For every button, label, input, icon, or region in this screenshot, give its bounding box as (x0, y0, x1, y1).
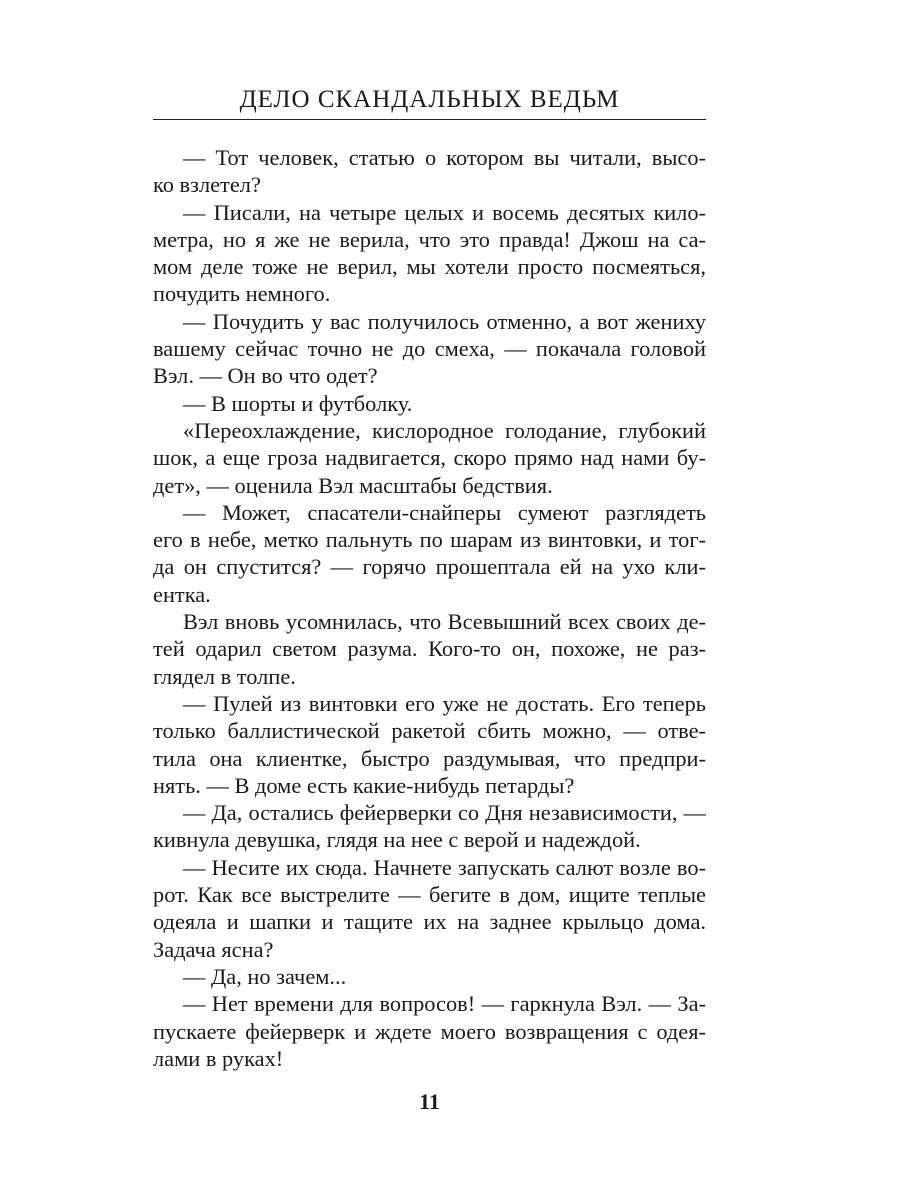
text-line: вашему сейчас точно не до смеха, — покачала головой (153, 336, 706, 362)
page-number: 11 (419, 1089, 440, 1114)
text-line: — Несите их сюда. Начнете запускать салют возле во- (183, 854, 706, 880)
text-line: — Писали, на четыре целых и восемь десятых кило- (183, 199, 706, 225)
text-line: — Да, остались фейерверки со Дня независимости, — (183, 800, 706, 826)
text-line: ентка. (153, 581, 211, 607)
text-line: дет», — оценила Вэл масштабы бедствия. (153, 472, 553, 498)
text-line: — Пулей из винтовки его уже не достать. Его теперь (183, 690, 706, 716)
text-line: Вэл. — Он во что одет? (153, 363, 378, 389)
text-line: нять. — В доме есть какие-нибудь петарды? (153, 772, 575, 798)
text-line: — Да, но зачем... (183, 963, 347, 989)
text-line: метра, но я же не верила, что это правда! Джош на са- (153, 226, 706, 252)
text-line: — В шорты и футболку. (183, 390, 413, 416)
text-line: тей одарил светом разума. Кого-то он, похоже, не раз- (153, 636, 706, 662)
text-line: ко взлетел? (153, 172, 261, 198)
text-line: рот. Как все выстрелите — бегите в дом, ищите теплые (153, 882, 706, 908)
text-line: Вэл вновь усомнилась, что Всевышний всех своих де- (183, 609, 706, 635)
text-line: мом деле тоже не верил, мы хотели просто посмеяться, (153, 254, 706, 280)
text-line: — Почудить у вас получилось отменно, а вот жениху (183, 308, 706, 334)
text-line: — Тот человек, статью о котором вы читали, высо- (183, 145, 706, 170)
text-line: тила она клиентке, быстро раздумывая, что предпри- (153, 745, 706, 771)
text-line: глядел в толпе. (153, 663, 296, 689)
text-line: да он спустится? — горячо прошептала ей на ухо кли- (153, 554, 706, 580)
body-text (153, 144, 706, 1072)
text-line: кивнула девушка, глядя на нее с верой и надеждой. (153, 827, 641, 853)
text-line: его в небе, метко пальнуть по шарам из винтовки, и тог- (153, 527, 706, 553)
text-line: только баллистической ракетой сбить можно, — отве- (153, 718, 706, 744)
text-line: пускаете фейерверк и ждете моего возвращения с одея- (153, 1018, 706, 1044)
text-line: — Нет времени для вопросов! — гаркнула Вэл. — За- (183, 991, 706, 1017)
text-line: одеяла и шапки и тащите их на заднее крыльцо дома. (153, 909, 706, 935)
text-line: лами в руках! (153, 1045, 284, 1071)
running-head-title: ДЕЛО СКАНДАЛЬНЫХ ВЕДЬМ (239, 86, 620, 113)
text-line: «Переохлаждение, кислородное голодание, глубокий (183, 417, 706, 443)
text-line: почудить немного. (153, 281, 331, 307)
text-line: шок, а еще гроза надвигается, скоро прямо над нами бу- (153, 445, 706, 471)
header-divider (153, 119, 706, 120)
text-line: Задача ясна? (153, 936, 274, 962)
text-line: — Может, спасатели-снайперы сумеют разглядеть (183, 499, 706, 525)
